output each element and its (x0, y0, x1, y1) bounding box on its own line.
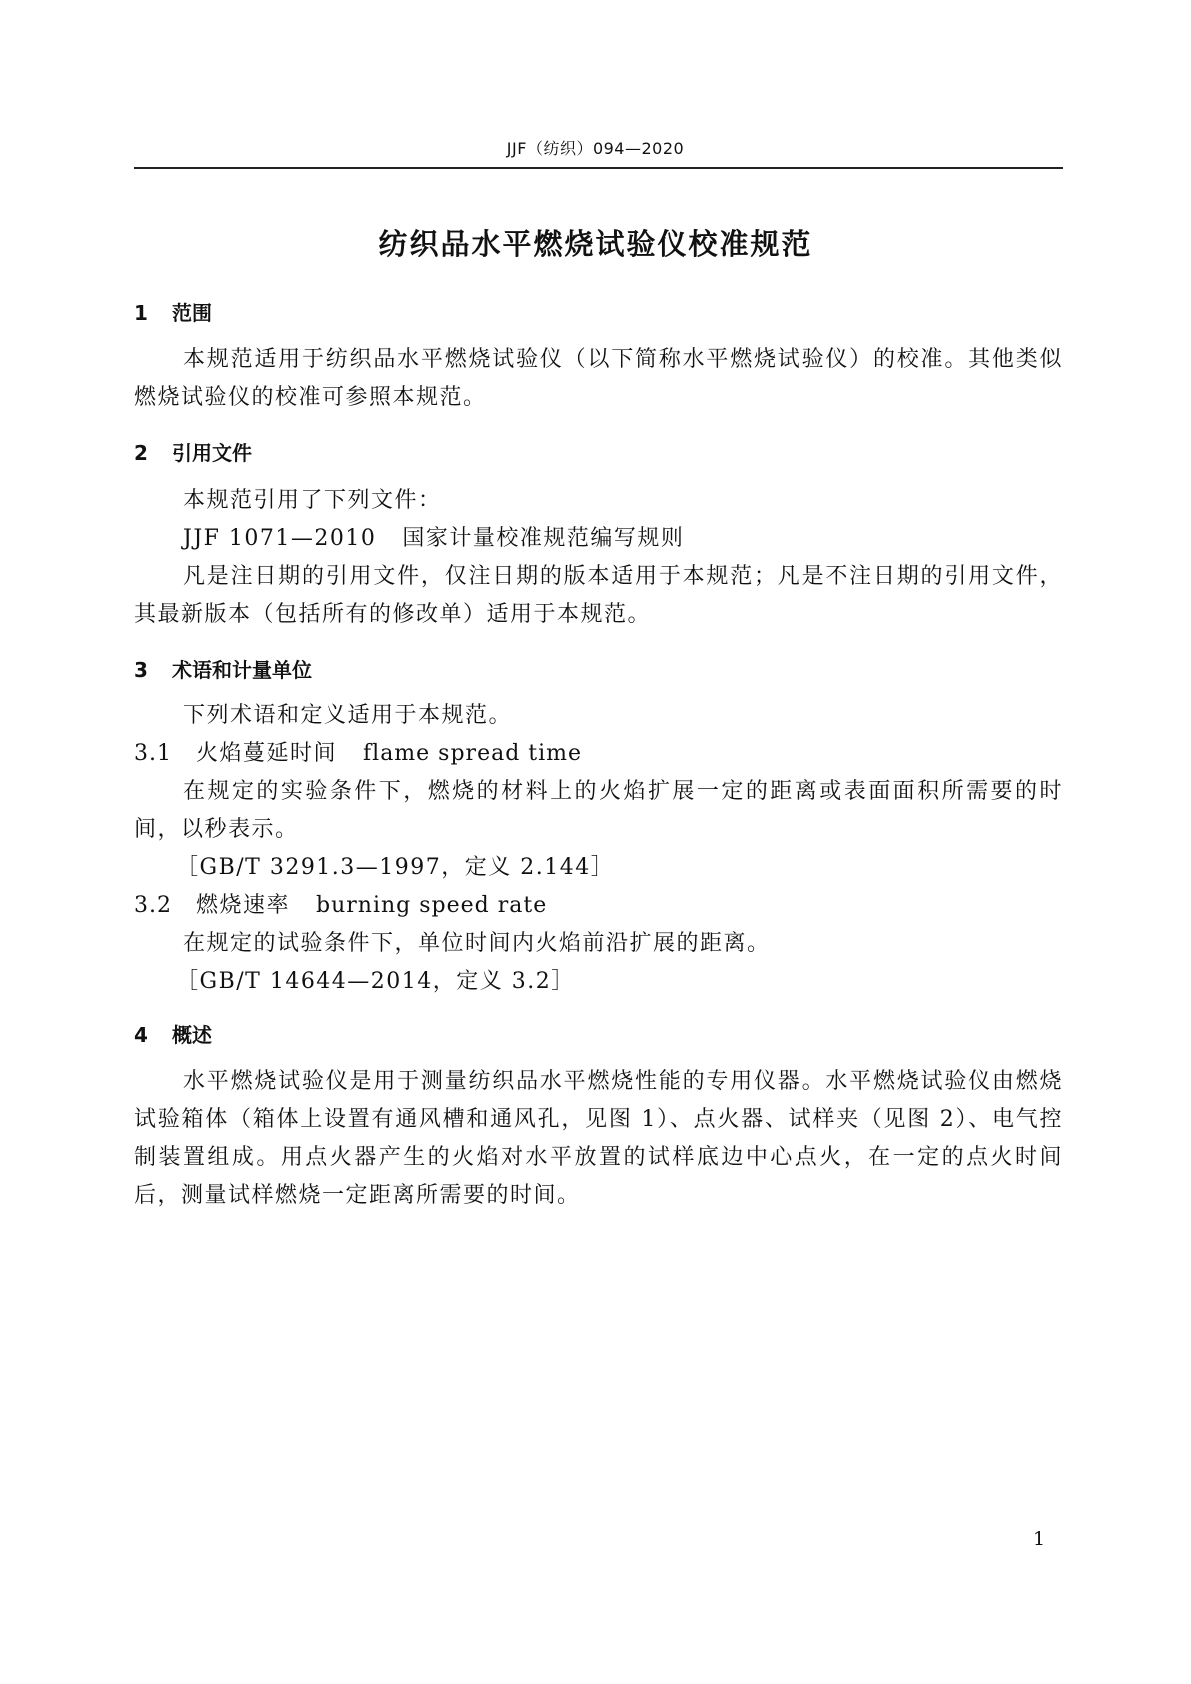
section-3-intro: 下列术语和定义适用于本规范。 (183, 703, 513, 728)
term-3-1-source: ［GB/T 3291.3—1997，定义 2.144］ (176, 855, 615, 880)
document-title: 纺织品水平燃烧试验仪校准规范 (378, 227, 813, 261)
term-chinese: 燃烧速率 (196, 893, 291, 918)
section-2-intro: 本规范引用了下列文件： (183, 488, 442, 513)
reference-title: 国家计量校准规范编写规则 (402, 526, 685, 551)
term-english: flame spread time (363, 741, 583, 766)
section-title: 范围 (172, 301, 212, 325)
term-3-2 (134, 887, 547, 925)
section-4-heading (134, 1019, 212, 1048)
section-1-heading (134, 297, 212, 326)
section-1-paragraph: 本规范适用于纺织品水平燃烧试验仪（以下简称水平燃烧试验仪）的校准。其他类似燃烧试验仪的校准可参照本规范。 (134, 347, 1063, 410)
term-3-2-source: ［GB/T 14644—2014，定义 3.2］ (176, 969, 575, 994)
document-code: JJF（纺织）094—2020 (506, 139, 685, 158)
section-title: 概述 (172, 1023, 212, 1047)
page-number: 1 (1033, 1528, 1046, 1550)
reference-code: JJF 1071—2010 (183, 526, 377, 551)
term-3-1-definition: 在规定的实验条件下，燃烧的材料上的火焰扩展一定的距离或表面面积所需要的时间，以秒表示。 (134, 779, 1063, 842)
normative-reference (183, 520, 684, 558)
section-2-heading (134, 437, 252, 466)
section-4-paragraph: 水平燃烧试验仪是用于测量纺织品水平燃烧性能的专用仪器。水平燃烧试验仪由燃烧试验箱体（箱体上设置有通风槽和通风孔，见图 1）、点火器、试样夹（见图 2）、电气控制装置组成。用点火器产生的火焰对水平放置的试样底边中心点火，在一定的点火时间后，测量试样燃烧一定距离所需要的时间。 (134, 1069, 1063, 1208)
header-divider (134, 167, 1063, 169)
term-3-1 (134, 735, 582, 773)
section-number: 4 (134, 1023, 148, 1047)
term-number: 3.2 (134, 893, 172, 918)
section-number: 3 (134, 658, 148, 682)
term-english: burning speed rate (316, 893, 548, 918)
section-3-heading (134, 654, 312, 683)
section-title: 引用文件 (172, 441, 252, 465)
section-2-note: 凡是注日期的引用文件，仅注日期的版本适用于本规范；凡是不注日期的引用文件，其最新版本（包括所有的修改单）适用于本规范。 (134, 564, 1063, 627)
section-number: 1 (134, 301, 148, 325)
section-title: 术语和计量单位 (172, 658, 312, 682)
term-chinese: 火焰蔓延时间 (196, 741, 338, 766)
term-number: 3.1 (134, 741, 172, 766)
term-3-2-definition: 在规定的试验条件下，单位时间内火焰前沿扩展的距离。 (183, 931, 771, 956)
section-number: 2 (134, 441, 148, 465)
